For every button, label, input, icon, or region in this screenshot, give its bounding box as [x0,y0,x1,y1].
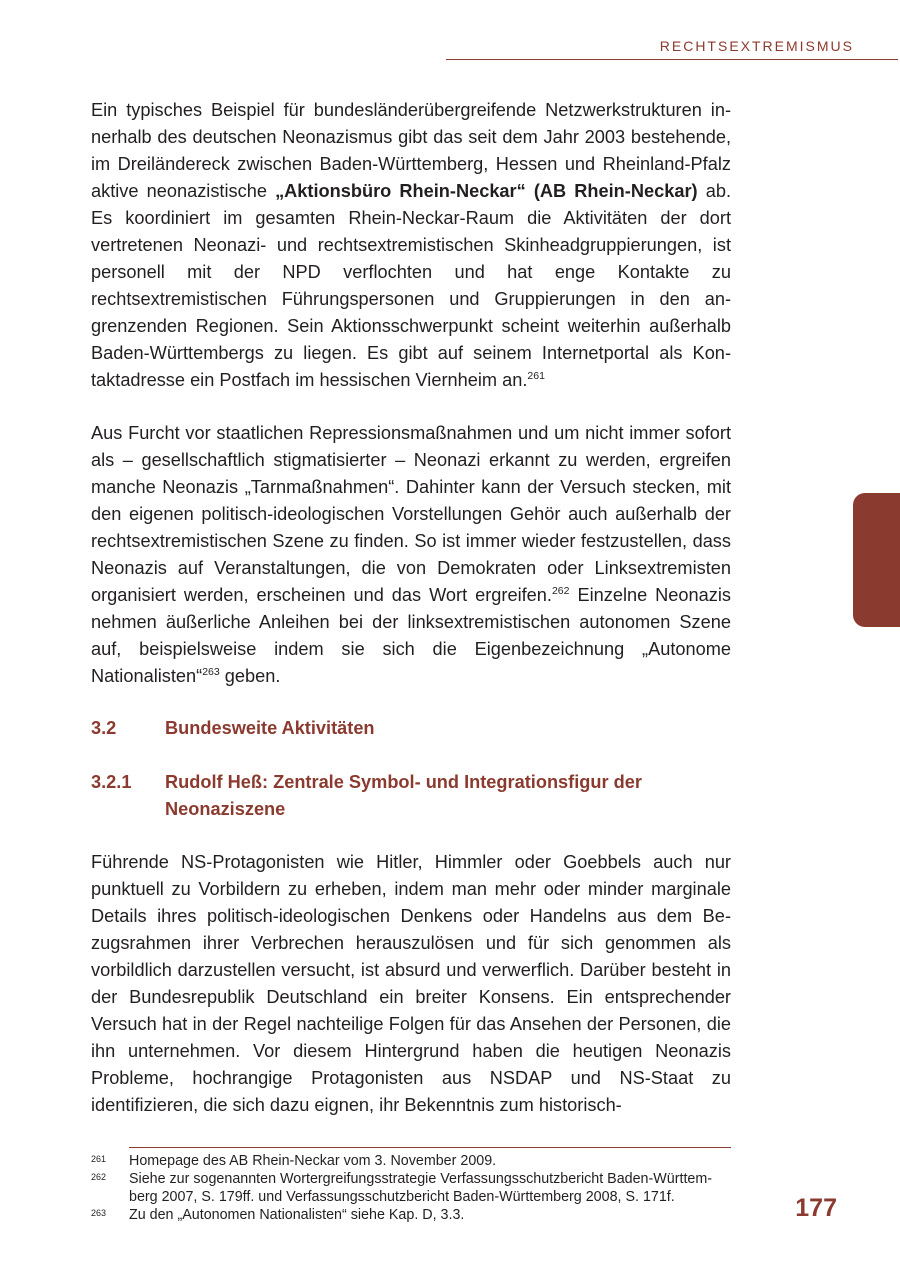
header-rule [446,59,898,60]
text-run: Ein typisches Beispiel für bundesländerübergreifende Netzwerkstrukturen innerhalb des deutschen Neonazismus gibt das seit dem Jahr 2003 bestehende, im Dreiländereck zwischen Baden-Württemberg, Hessen und Rheinland-Pfalz aktive neonazistische [91,100,731,201]
paragraph-aktionsbuero [91,97,731,394]
section-heading-3-2-1 [91,769,731,823]
section-heading-3-2 [91,715,731,742]
footnotes [91,1152,731,1224]
footnote-ref-263[interactable]: 263 [202,666,220,678]
footnote-number: 263 [91,1208,107,1218]
bold-term-ab-rhein-neckar: „Aktionsbüro Rhein-Neckar“ (AB Rhein-Neckar) [275,181,698,201]
footnote-ref-262[interactable]: 262 [551,585,570,597]
footnote-261 [91,1152,731,1170]
text-run: Führende NS-Protagonisten wie Hitler, Himmler oder Goebbels auch nur punktuell zu Vorbildern zu erheben, indem man mehr oder minder marginale Details ihres politisch-ideologischen Denkens oder Handelns aus dem Bezugsrahmen ihrer Verbrechen herauszulösen und für sich genommen als vorbildlich darzustellen versucht, ist absurd und verwerflich. Darüber besteht in der Bundesrepublik Deutschland ein breiter Konsens. Ein entsprechender Versuch hat in der Regel nachteilige Folgen für das Ansehen der Personen, die ihn unternehmen. Vor diesem Hintergrund haben die heutigen Neonazis Probleme, hochrangige Protagonisten aus NSDAP und NS-Staat zu identifizieren, die sich dazu eignen, ihr Bekenntnis zum historisch- [91,852,731,1115]
heading-title: Bundesweite Aktivitäten [165,718,375,738]
chapter-side-tab [853,493,900,627]
heading-number: 3.2 [91,718,117,738]
paragraph-tarnmassnahmen [91,420,731,690]
footnote-262 [91,1170,731,1206]
text-run: Einzelne Neonazis nehmen äußerliche Anleihen bei der linksextremistischen autonomen Szene auf, beispielsweise indem sie sich die Eigenbezeichnung „Autonome Nationalisten“ [91,585,731,686]
footnote-text: Homepage des AB Rhein-Neckar vom 3. November 2009. [129,1153,497,1169]
paragraph-ns-protagonisten [91,849,731,1119]
footnote-ref-261[interactable]: 261 [527,370,545,382]
text-run: Aus Furcht vor staatlichen Repressionsmaßnahmen und um nicht immer sofort als – gesellschaftlich stigmatisierter – Neonazi erkannt zu werden, ergreifen manche Neonazis „Tarnmaßnahmen“. Dahinter kann der Versuch stecken, mit den eigenen politisch-ideologischen Vorstellungen Gehör auch außerhalb der rechtsextremistischen Szene zu finden. So ist immer wieder festzustellen, dass Neonazis auf Veranstaltungen, die von Demokraten oder Linksextremisten organisiert werden, erscheinen und das Wort ergreifen. [91,423,731,605]
heading-title: Rudolf Heß: Zentrale Symbol- und Integrationsfigur der Neonaziszene [165,772,642,819]
footnote-263 [91,1206,731,1224]
footnote-rule [129,1147,731,1148]
heading-number: 3.2.1 [91,772,132,792]
running-header-title: RECHTSEXTREMISMUS [659,38,854,54]
footnote-number: 261 [91,1154,107,1164]
footnote-text: Siehe zur sogenannten Wortergreifungsstrategie Verfassungsschutzbericht Baden-Württemberg 2007, S. 179ff. und Verfassungsschutzbericht Baden-Württemberg 2008, S. 171f. [129,1171,713,1205]
footnote-text: Zu den „Autonomen Nationalisten“ siehe Kap. D, 3.3. [129,1207,465,1223]
text-run: geben. [219,666,281,686]
page-number: 177 [795,1194,837,1222]
footnote-number: 262 [91,1172,107,1182]
text-run: ab. Es koordiniert im gesamten Rhein-Neckar-Raum die Aktivitäten der dort vertretenen Neonazi- und rechtsextremistischen Skinheadgruppierungen, ist personell mit der NPD verflochten und hat enge Kontakte zu rechtsextremistischen Führungspersonen und Gruppierungen in den angrenzenden Regionen. Sein Aktionsschwerpunkt scheint weiterhin außerhalb Baden-Württembergs zu liegen. Es gibt auf seinem Internetportal als Kontaktadresse ein Postfach im hessischen Viernheim an. [91,181,731,390]
